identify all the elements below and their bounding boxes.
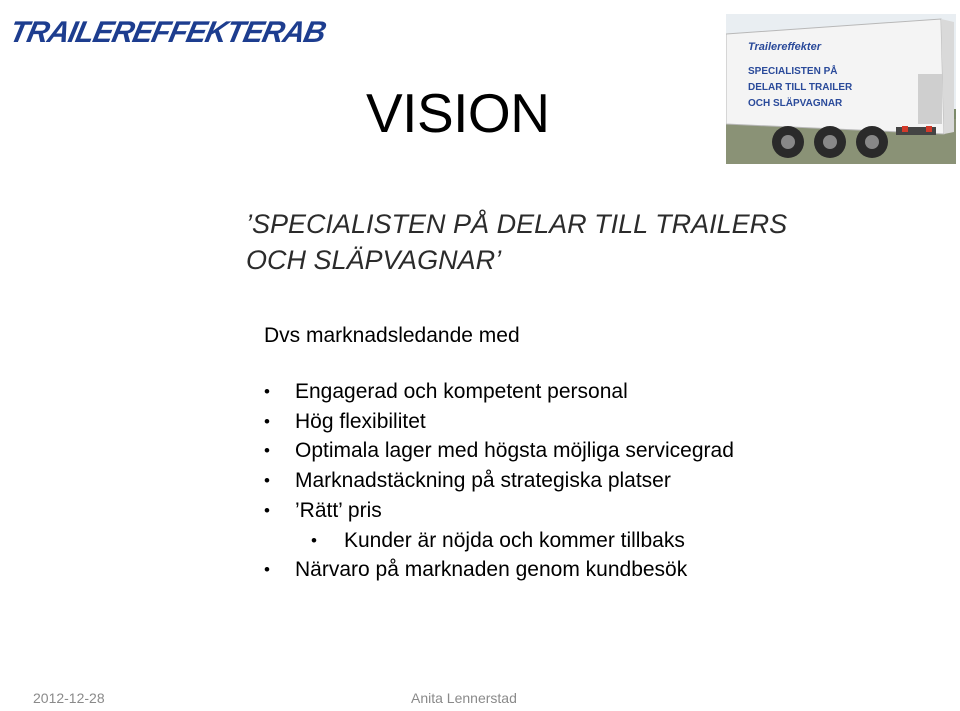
bullet-item: • Marknadstäckning på strategiska platser — [264, 466, 734, 496]
vision-bullet-list — [264, 377, 734, 585]
truck-line-3: OCH SLÄPVAGNAR — [748, 98, 843, 109]
bullet-item: • Engagerad och kompetent personal — [264, 377, 734, 407]
truck-line-1: SPECIALISTEN PÅ — [748, 66, 838, 77]
bullet-item: • Optimala lager med högsta möjliga servicegrad — [264, 436, 734, 466]
slide-title: VISION — [366, 82, 550, 144]
bullet-item: • Närvaro på marknaden genom kundbesök — [264, 555, 734, 585]
intro-text: Dvs marknadsledande med — [264, 324, 520, 347]
footer-author: Anita Lennerstad — [411, 690, 517, 706]
truck-line-2: DELAR TILL TRAILER — [748, 82, 853, 93]
truck-brand-text: Trailereffekter — [748, 41, 821, 53]
bullet-item: • ’Rätt’ pris — [264, 496, 734, 526]
bullet-item: • Hög flexibilitet — [264, 407, 734, 437]
company-logo-text: TRAILEREFFEKTERAB — [6, 16, 329, 49]
company-logo — [6, 14, 378, 52]
footer-date: 2012-12-28 — [33, 690, 105, 706]
sub-bullet-item: • Kunder är nöjda och kommer tillbaks — [264, 526, 734, 556]
truck-photo — [726, 14, 956, 164]
truck-illustration — [726, 14, 956, 164]
slide-tagline: ’SPECIALISTEN PÅ DELAR TILL TRAILERS OCH SLÄPVAGNAR’ — [246, 209, 788, 275]
